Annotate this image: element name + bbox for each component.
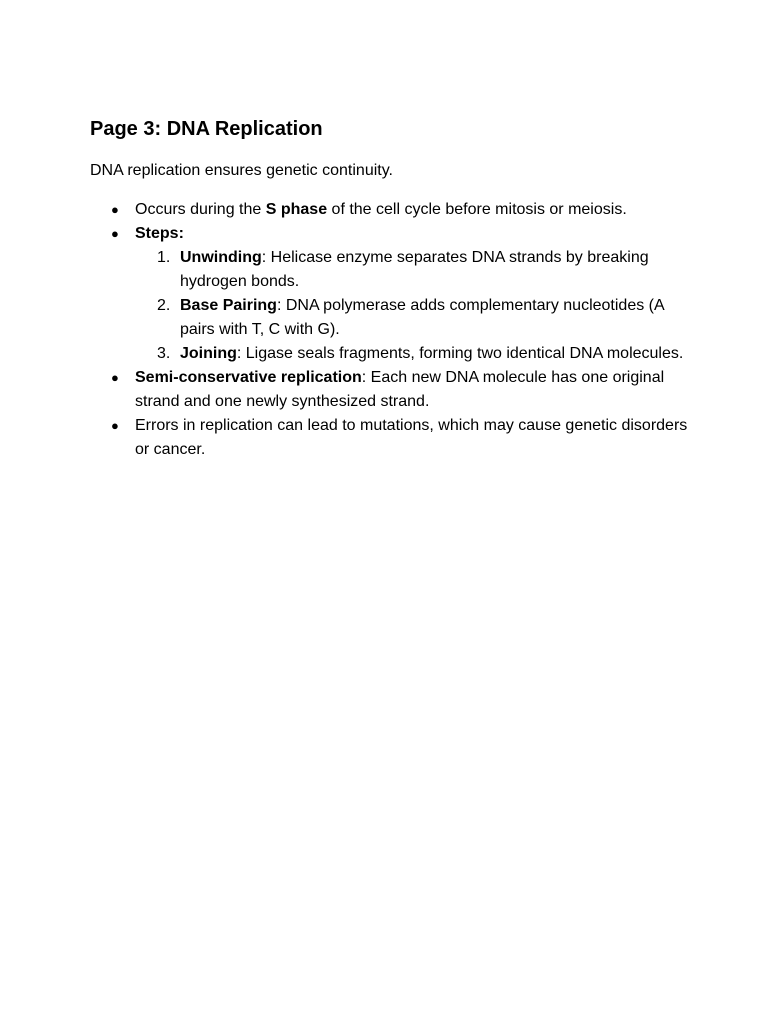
bullet-icon: ●	[111, 418, 119, 433]
bullet-item-occurs	[90, 198, 690, 222]
step-number: 3.	[157, 345, 171, 362]
intro-paragraph: DNA replication ensures genetic continuity.	[90, 162, 393, 179]
step-bold-term: Joining	[180, 345, 237, 362]
bullet-item-steps	[90, 222, 690, 366]
semi-bold-term: Semi-conservative replication	[135, 369, 362, 386]
bullet-item-semi-conservative	[90, 366, 690, 414]
steps-label: Steps:	[135, 225, 184, 242]
step-item-unwinding	[135, 246, 690, 294]
step-item-base-pairing	[135, 294, 690, 342]
step-text: : Ligase seals fragments, forming two identical DNA molecules.	[236, 345, 684, 362]
semi-text: : Each new DNA molecule has one original strand and one newly synthesized strand.	[135, 369, 665, 410]
errors-text: Errors in replication can lead to mutations, which may cause genetic disorders or cancer.	[135, 417, 688, 458]
step-bold-term: Base Pairing	[180, 297, 277, 314]
step-text: : Helicase enzyme separates DNA strands by breaking hydrogen bonds.	[180, 249, 649, 290]
steps-list	[135, 246, 690, 366]
page-title: Page 3: DNA Replication	[90, 118, 323, 140]
occurs-text-after: of the cell cycle before mitosis or meiosis.	[327, 201, 627, 218]
step-number: 1.	[157, 249, 171, 266]
occurs-text-before: Occurs during the	[135, 201, 266, 218]
step-bold-term: Unwinding	[180, 249, 262, 266]
bullet-list	[90, 198, 690, 462]
bullet-icon: ●	[111, 226, 119, 241]
bullet-item-errors	[90, 414, 690, 462]
document-content	[90, 116, 690, 462]
step-text: : DNA polymerase adds complementary nucleotides (A pairs with T, C with G).	[180, 297, 664, 338]
bullet-icon: ●	[111, 202, 119, 217]
bullet-icon: ●	[111, 370, 119, 385]
step-number: 2.	[157, 297, 171, 314]
occurs-bold-term: S phase	[265, 201, 328, 218]
step-item-joining	[135, 342, 690, 366]
